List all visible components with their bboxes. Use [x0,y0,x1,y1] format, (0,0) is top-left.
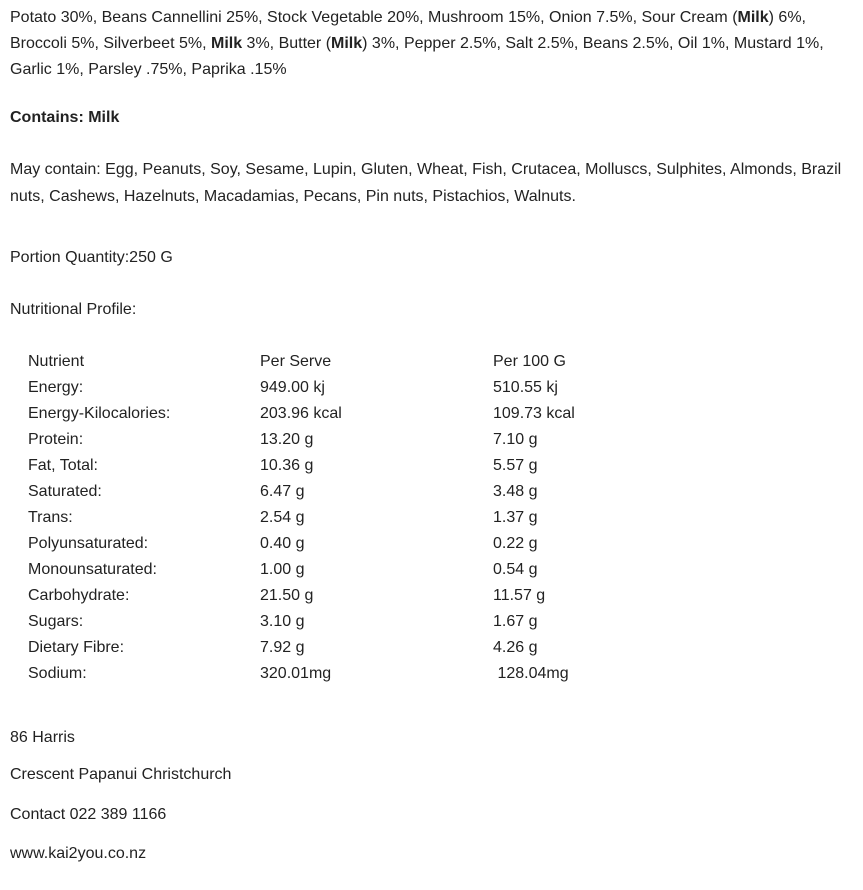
nutrition-header-cell: Per Serve [260,353,332,370]
nutrition-cell: 13.20 g [260,431,314,448]
nutrition-cell: Saturated: [28,483,102,500]
portion-quantity: Portion Quantity:250 G [10,249,173,266]
nutrition-cell: 21.50 g [260,587,314,604]
ingredients-list [10,5,860,83]
allergen-highlight: Milk [737,9,769,26]
nutrition-row [24,661,697,687]
nutrition-cell: 3.10 g [260,613,305,630]
contact-phone: Contact 022 389 1166 [10,806,167,823]
nutrition-table-body [24,349,697,687]
address-line-1: 86 Harris [10,729,75,746]
nutrition-cell: 4.26 g [493,639,538,656]
nutrition-cell: 320.01mg [260,665,332,682]
nutrition-cell: 128.04mg [493,665,569,682]
nutrition-cell: 3.48 g [493,483,538,500]
nutrition-cell: Carbohydrate: [28,587,130,604]
allergen-highlight: Milk [210,35,243,52]
nutrition-cell: Energy-Kilocalories: [28,405,171,422]
nutrition-cell: 7.92 g [260,639,305,656]
nutrition-cell: Sodium: [28,665,87,682]
nutrition-cell: 0.54 g [493,561,538,578]
nutrition-header-cell: Nutrient [28,353,85,370]
nutritional-profile-label: Nutritional Profile: [10,301,137,318]
allergen-highlight: Milk [331,35,363,52]
nutrition-cell: 6.47 g [260,483,305,500]
nutrition-row [24,427,697,453]
nutrition-cell: 1.37 g [493,509,538,526]
allergen-contains: Contains: Milk [10,109,120,126]
allergen-may-contain: May contain: Egg, Peanuts, Soy, Sesame, Lupin, Gluten, Wheat, Fish, Crutacea, Molluscs, Sulphites, Almonds, Brazil nuts, Cashews, Hazelnuts, Macadamias, Pecans, Pin nuts, Pistachios, Walnuts. [10,161,842,205]
nutrition-cell: 109.73 kcal [493,405,575,422]
nutrition-cell: Monounsaturated: [28,561,157,578]
nutrition-cell: 0.40 g [260,535,305,552]
nutrition-cell: 11.57 g [493,587,546,604]
address-line-2: Crescent Papanui Christchurch [10,766,232,783]
nutrition-row [24,531,697,557]
ingredients-text: Potato 30%, Beans Cannellini 25%, Stock Vegetable 20%, Mushroom 15%, Onion 7.5%, Sour Cream ( [10,9,738,26]
nutrition-cell: 7.10 g [493,431,538,448]
nutrition-row [24,557,697,583]
nutrition-row [24,453,697,479]
nutrition-cell: Sugars: [28,613,84,630]
nutrition-cell: 203.96 kcal [260,405,342,422]
nutrition-cell: 1.67 g [493,613,538,630]
nutrition-cell: 0.22 g [493,535,538,552]
ingredients-text: ) 6%, Broccoli 5%, Silverbeet 5%, [10,9,806,52]
nutrition-row [24,505,697,531]
nutrition-table [24,349,697,687]
product-info [10,5,860,867]
nutrition-cell: Polyunsaturated: [28,535,149,552]
ingredients-text: 3%, Butter ( [242,35,332,52]
nutrition-cell: 510.55 kj [493,379,558,396]
nutrition-cell: 2.54 g [260,509,305,526]
nutrition-header-cell: Per 100 G [493,353,566,370]
nutrition-row [24,609,697,635]
nutrition-header-row [24,349,697,375]
nutrition-cell: Protein: [28,431,84,448]
nutrition-row [24,375,697,401]
website-link[interactable]: www.kai2you.co.nz [10,845,147,862]
nutrition-cell: 1.00 g [260,561,305,578]
ingredients-text: ) 3%, Pepper 2.5%, Salt 2.5%, Beans 2.5%, Oil 1%, Mustard 1%, Garlic 1%, Parsley .75%, Paprika .15% [10,35,824,78]
nutrition-row [24,479,697,505]
nutrition-row [24,635,697,661]
nutrition-cell: 10.36 g [260,457,314,474]
nutrition-cell: 5.57 g [493,457,538,474]
nutrition-cell: Fat, Total: [28,457,98,474]
nutrition-cell: Trans: [28,509,73,526]
nutrition-row [24,583,697,609]
nutrition-row [24,401,697,427]
nutrition-cell: Dietary Fibre: [28,639,125,656]
nutrition-cell: 949.00 kj [260,379,325,396]
nutrition-cell: Energy: [28,379,84,396]
